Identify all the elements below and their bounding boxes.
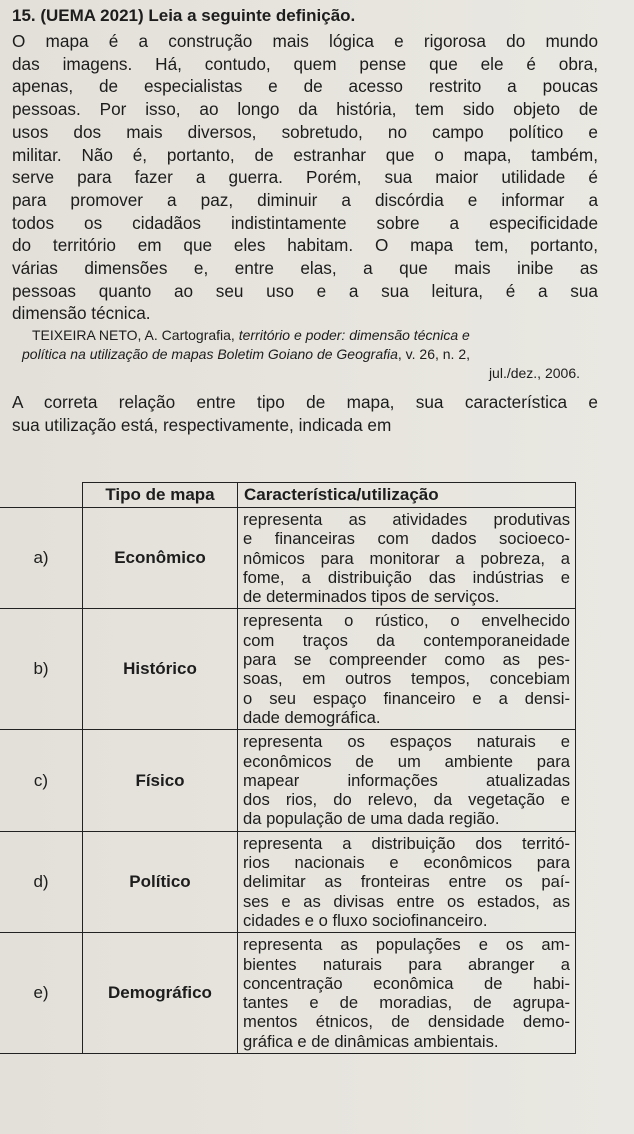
citation [22,326,580,383]
text-line: bientes naturais para abranger a [243,954,570,974]
text-line: fome, a distribuição das indústrias e [243,567,570,587]
option-letter: a) [0,508,83,609]
text-line: e financeiras com dados socioeco- [243,529,570,549]
question-prompt [12,391,598,436]
map-type: Demográfico [83,933,238,1054]
map-description [238,831,576,932]
answer-table [0,482,576,1054]
option-row-c [0,730,576,831]
text-line: pessoas quanto ao seu uso e a sua leitura, é a sua [12,280,598,301]
text-line: o seu espaço financeiro e a densi- [243,688,570,708]
text-line: apenas, de especialistas e de acesso restrito a poucas [12,76,598,97]
text-line: várias dimensões e, entre elas, a que mais inibe as [12,258,598,279]
text-line: para promover a paz, diminuir a discórdia e informar a [12,189,598,210]
citation-title-2: política na utilização de mapas Boletim Goiano de Geografia [22,346,398,362]
map-type: Físico [83,730,238,831]
text-line: do território em que eles habitam. O mapa tem, portanto, [12,235,598,256]
map-description [238,508,576,609]
option-letter: c) [0,730,83,831]
map-type: Histórico [83,609,238,730]
text-line: sua utilização está, respectivamente, indicada em [12,414,392,435]
option-letter: b) [0,609,83,730]
text-line: todos os cidadãos indistintamente sobre a especificidade [12,212,598,233]
text-line: da população de uma dada região. [243,809,500,829]
text-line: dade demográfica. [243,707,381,727]
text-line: representa o rústico, o envelhecido [243,611,570,631]
text-line: tantes e de moradias, de agrupa- [243,993,570,1013]
text-line: nômicos para monitorar a pobreza, a [243,548,570,568]
citation-volume: , v. 26, n. 2, [397,346,471,362]
option-row-a [0,508,576,609]
text-line: dimensão técnica. [12,303,151,324]
option-letter: d) [0,831,83,932]
text-line: cidades e o fluxo sociofinanceiro. [243,910,488,930]
text-line: pessoas. Por isso, ao longo da história, tem sido objeto de [12,99,598,120]
text-line: representa a distribuição dos territó- [243,833,570,853]
map-type: Político [83,831,238,932]
text-line: delimitar as fronteiras entre os paí- [243,872,570,892]
map-type: Econômico [83,508,238,609]
text-line: de determinados tipos de serviços. [243,587,500,607]
text-line: O mapa é a construção mais lógica e rigorosa do mundo [12,31,598,51]
text-line: serve para fazer a guerra. Porém, sua maior utilidade é [12,167,598,188]
text-line: rios nacionais e econômicos para [243,853,570,873]
definition-paragraph [12,30,598,325]
map-description [238,730,576,831]
text-line: representa os espaços naturais e [243,732,570,752]
text-line: gráfica e de dinâmicas ambientais. [243,1031,499,1051]
text-line: das imagens. Há, contudo, quem pense que ele é obra, [12,53,598,74]
text-line: representa as populações e os am- [243,935,570,955]
option-letter: e) [0,933,83,1054]
header-blank [0,483,83,508]
citation-author: TEIXEIRA NETO, A. Cartografia, [32,327,239,343]
question-title: 15. (UEMA 2021) Leia a seguinte definição. [12,6,356,25]
map-description [238,609,576,730]
text-line: ses e as divisas entre os estados, as [243,891,570,911]
text-line: concentração econômica de habi- [243,973,570,993]
text-line: dos rios, do relevo, da vegetação e [243,790,570,810]
citation-date: jul./dez., 2006. [488,365,580,381]
citation-title-1: território e poder: dimensão técnica e [238,327,470,343]
option-row-d [0,831,576,932]
table-header-row [0,483,576,508]
text-line: usos dos mais diversos, sobretudo, no campo político e [12,121,598,142]
text-line: soas, em outros tempos, concebiam [243,669,570,689]
option-row-e [0,933,576,1054]
text-line: mentos étnicos, de densidade demo- [243,1012,570,1032]
map-description [238,933,576,1054]
text-line: militar. Não é, portanto, de estranhar que o mapa, também, [12,144,598,165]
text-line: representa as atividades produtivas [243,510,570,529]
header-map-type: Tipo de mapa [83,483,238,508]
option-row-b [0,609,576,730]
text-line: para se compreender como as pes- [243,650,570,670]
text-line: econômicos de um ambiente para [243,751,570,771]
text-line: com traços da contemporaneidade [243,630,570,650]
header-characteristic: Característica/utilização [238,483,576,508]
text-line: A correta relação entre tipo de mapa, sua característica e [12,392,598,412]
text-line: mapear informações atualizadas [243,770,570,790]
